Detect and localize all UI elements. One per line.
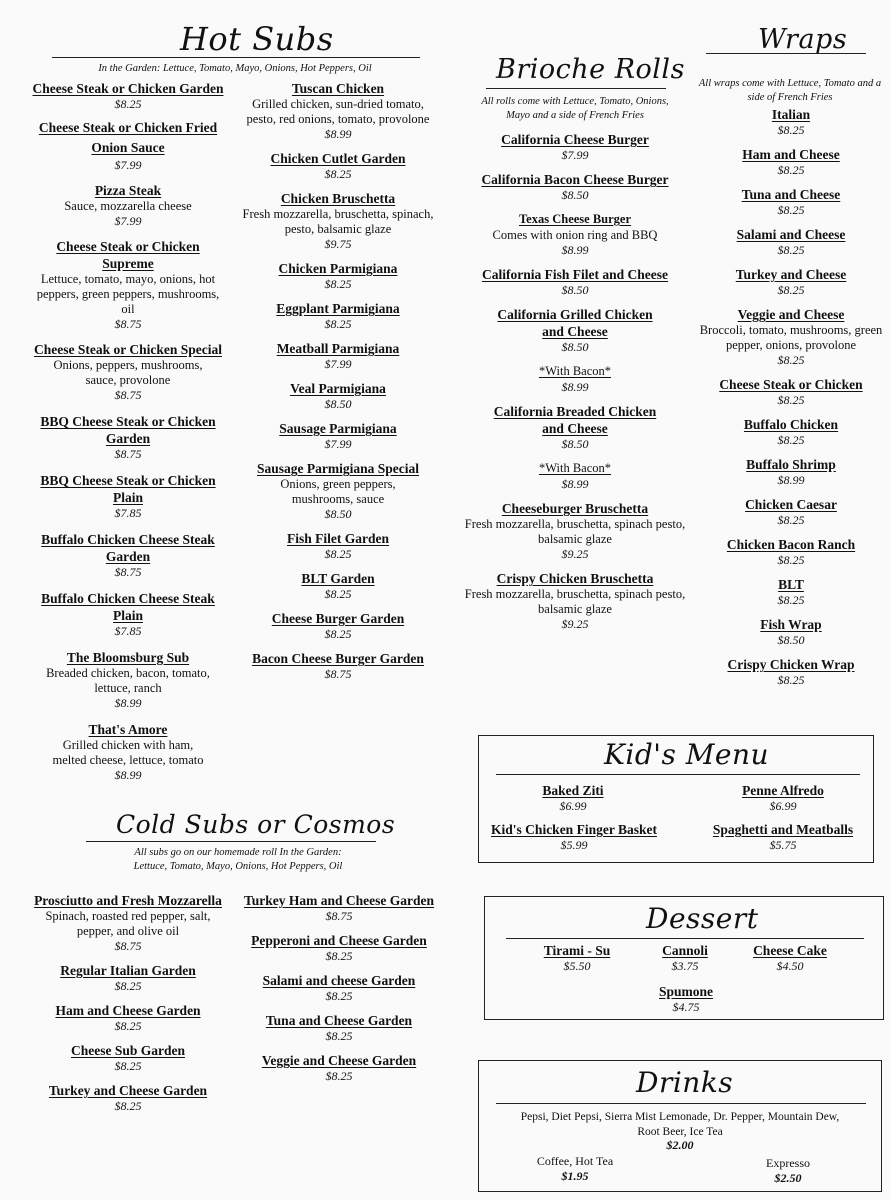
item-price: $9.25: [561, 547, 589, 561]
item-price: $9.25: [561, 617, 589, 631]
menu-item: [236, 892, 442, 924]
item-price: $8.99: [114, 768, 142, 782]
item-price: $8.25: [777, 593, 805, 607]
item-name: Tirami - Su: [543, 943, 611, 958]
item-price: $7.85: [114, 506, 142, 520]
menu-item: [240, 460, 436, 522]
item-name: *With Bacon*: [538, 461, 612, 475]
menu-item: [700, 456, 882, 488]
item-price: $8.25: [325, 949, 353, 963]
menu-item: [700, 226, 882, 258]
menu-item: [700, 656, 882, 688]
item-name: Buffalo Chicken: [743, 417, 839, 432]
item-desc: Comes with onion ring and BBQ: [492, 228, 658, 242]
item-name: Coffee, Hot Tea: [536, 1154, 614, 1168]
menu-item: [240, 420, 436, 452]
item-price: $7.85: [114, 624, 142, 638]
item-name: California Grilled Chicken and Cheese: [497, 307, 653, 339]
hot-subs-right-column: [240, 80, 436, 682]
item-price: $8.99: [777, 473, 805, 487]
item-name: Turkey and Cheese: [735, 267, 847, 282]
menu-item: [700, 186, 882, 218]
item-name: Pepperoni and Cheese Garden: [251, 933, 427, 948]
item-desc: Spinach, roasted red pepper, salt, pepper, and olive oil: [45, 909, 211, 938]
hot-subs-note: In the Garden: Lettuce, Tomato, Mayo, Onions, Hot Peppers, Oil: [98, 63, 372, 74]
item-name: Salami and cheese Garden: [262, 973, 416, 988]
menu-item: [700, 496, 882, 528]
item-name: Buffalo Shrimp: [746, 457, 836, 472]
item-name: Regular Italian Garden: [60, 963, 196, 978]
menu-item: [22, 118, 234, 173]
item-name: Chicken Parmigiana: [278, 261, 398, 276]
item-name: Penne Alfredo: [742, 783, 824, 798]
menu-item: [22, 80, 234, 112]
item-price: $2.50: [774, 1171, 802, 1185]
item-price: $9.75: [324, 237, 352, 251]
item-price: $8.25: [324, 277, 352, 291]
item-desc: Grilled chicken, sun-dried tomato, pesto, red onions, tomato, provolone: [246, 97, 430, 126]
menu-item: [700, 576, 882, 608]
item-name: Expresso: [766, 1156, 810, 1170]
item-name: Ham and Cheese: [742, 147, 840, 162]
item-name: Cannoli: [662, 943, 708, 958]
item-desc: Sauce, mozzarella cheese: [64, 199, 192, 213]
menu-item: [236, 932, 442, 964]
item-price: $8.25: [325, 989, 353, 1003]
item-price: $8.25: [324, 547, 352, 561]
item-price: $8.99: [114, 696, 142, 710]
kids-item-penne-alfredo: [700, 782, 866, 814]
menu-item: [240, 260, 436, 292]
item-price: $8.25: [114, 1099, 142, 1113]
item-name: Cheese Steak or Chicken Special: [34, 342, 222, 357]
item-name: That's Amore: [88, 722, 168, 737]
item-desc: Broccoli, tomato, mushrooms, green pepper, onions, provolone: [699, 323, 883, 352]
item-name: Fish Wrap: [760, 617, 822, 632]
item-name: Veggie and Cheese Garden: [261, 1053, 417, 1068]
item-price: $8.75: [114, 565, 142, 579]
item-price: $4.75: [672, 1000, 700, 1014]
menu-item: [240, 530, 436, 562]
brioche-rule: [486, 88, 666, 89]
item-name: Sausage Parmigiana: [279, 421, 397, 436]
item-name: Baked Ziti: [542, 783, 604, 798]
item-price: $8.99: [561, 243, 589, 257]
menu-item: [28, 892, 228, 954]
item-price: $5.75: [769, 838, 797, 852]
menu-item: [22, 590, 234, 639]
item-price: $8.50: [324, 507, 352, 521]
menu-item: [470, 131, 680, 163]
item-name: Cheese Sub Garden: [70, 1043, 185, 1058]
item-price: $8.25: [324, 167, 352, 181]
item-price: $8.25: [777, 393, 805, 407]
item-name: Sausage Parmigiana Special: [256, 461, 419, 476]
menu-item: [240, 150, 436, 182]
brioche-title: Brioche Rolls: [496, 54, 685, 85]
item-price: $8.25: [777, 203, 805, 217]
item-name: Cheese Steak or Chicken: [719, 377, 863, 392]
hot-subs-rule: [52, 57, 420, 58]
item-name: Fish Filet Garden: [287, 531, 389, 546]
item-price: $8.50: [561, 283, 589, 297]
item-price: $8.50: [561, 437, 589, 451]
item-price: $8.99: [561, 477, 589, 491]
item-name: Buffalo Chicken Cheese Steak Garden: [41, 532, 215, 564]
menu-item: [700, 376, 882, 408]
menu-item: [240, 650, 436, 682]
item-price: $6.99: [559, 799, 587, 813]
item-price: $5.50: [563, 959, 591, 973]
dessert-title: Dessert: [646, 902, 759, 935]
item-price: $8.50: [324, 397, 352, 411]
item-name: *With Bacon*: [538, 364, 612, 378]
menu-item: [700, 106, 882, 138]
item-price: $8.75: [114, 447, 142, 461]
item-price: $8.50: [561, 340, 589, 354]
item-desc: Onions, green peppers, mushrooms, sauce: [280, 477, 396, 506]
item-desc: Fresh mozzarella, bruschetta, spinach pesto, balsamic glaze: [464, 587, 686, 616]
item-desc: Grilled chicken with ham, melted cheese, lettuce, tomato: [52, 738, 204, 767]
dessert-rule: [506, 938, 864, 939]
item-name: Spaghetti and Meatballs: [712, 822, 854, 837]
item-price: $6.99: [769, 799, 797, 813]
brioche-note: All rolls come with Lettuce, Tomato, Onions, Mayo and a side of French Fries: [481, 96, 669, 121]
menu-item: [470, 403, 680, 452]
item-name: Chicken Caesar: [745, 497, 837, 512]
item-price: $8.25: [324, 587, 352, 601]
menu-item: [700, 146, 882, 178]
item-name: Italian: [771, 107, 811, 122]
item-price: $5.99: [560, 838, 588, 852]
item-name: Chicken Bacon Ranch: [726, 537, 856, 552]
menu-item: [236, 1052, 442, 1084]
item-price: $7.99: [114, 158, 142, 172]
item-price: $8.25: [777, 123, 805, 137]
item-price: $8.99: [561, 380, 589, 394]
drinks-title: Drinks: [636, 1066, 734, 1099]
hot-subs-title: Hot Subs: [180, 20, 334, 58]
item-name: BBQ Cheese Steak or Chicken Plain: [40, 473, 216, 505]
menu-item: [22, 649, 234, 711]
menu-item: [470, 363, 680, 395]
item-name: Buffalo Chicken Cheese Steak Plain: [41, 591, 215, 623]
cold-subs-note: All subs go on our homemade roll In the Garden: Lettuce, Tomato, Mayo, Onions, Hot Peppers, Oil: [133, 847, 343, 872]
item-name: Cheeseburger Bruschetta: [501, 501, 649, 516]
dessert-item-cheese-cake: [736, 942, 844, 974]
wraps-column: [700, 106, 882, 688]
item-name: Ham and Cheese Garden: [55, 1003, 201, 1018]
menu-item: [240, 300, 436, 332]
item-price: $7.99: [324, 437, 352, 451]
item-name: BLT Garden: [301, 571, 375, 586]
item-name: BLT: [778, 577, 804, 592]
menu-item: [28, 962, 228, 994]
item-price: $8.75: [114, 388, 142, 402]
menu-item: [700, 536, 882, 568]
kids-menu-rule: [496, 774, 860, 775]
item-price: $8.75: [325, 909, 353, 923]
item-price: $7.99: [114, 214, 142, 228]
menu-item: [470, 306, 680, 355]
cold-subs-title: Cold Subs or Cosmos: [116, 810, 396, 839]
kids-item-spaghetti: [700, 821, 866, 853]
item-price: $8.25: [325, 1029, 353, 1043]
menu-item: [236, 1012, 442, 1044]
item-name: California Fish Filet and Cheese: [482, 267, 668, 282]
cold-subs-rule: [86, 841, 376, 842]
item-price: $8.99: [324, 127, 352, 141]
hot-subs-left-column: [22, 80, 234, 783]
menu-item: [22, 238, 234, 332]
item-name: Crispy Chicken Wrap: [727, 657, 855, 672]
item-price: $8.50: [561, 188, 589, 202]
menu-item: [470, 266, 680, 298]
item-desc: Fresh mozzarella, bruschetta, spinach pesto, balsamic glaze: [464, 517, 686, 546]
menu-item: [470, 460, 680, 492]
item-name: Cheese Steak or Chicken Fried Onion Sauce: [38, 120, 218, 155]
menu-item: [22, 531, 234, 580]
menu-item: [240, 80, 436, 142]
item-price: $8.75: [324, 667, 352, 681]
item-name: Kid's Chicken Finger Basket: [491, 822, 657, 837]
item-name: Pizza Steak: [94, 183, 162, 198]
menu-item: [240, 340, 436, 372]
menu-item: [464, 570, 686, 632]
item-name: Eggplant Parmigiana: [276, 301, 400, 316]
drinks-line-1: Pepsi, Diet Pepsi, Sierra Mist Lemonade, Dr. Pepper, Mountain Dew,: [520, 1111, 840, 1123]
item-desc: Onions, peppers, mushrooms, sauce, provolone: [53, 358, 203, 387]
item-name: Veggie and Cheese: [737, 307, 845, 322]
drinks-coffee: [512, 1154, 638, 1184]
item-price: $8.25: [325, 1069, 353, 1083]
menu-item: [464, 500, 686, 562]
item-price: $8.25: [777, 553, 805, 567]
menu-item: [700, 266, 882, 298]
cold-subs-left-column: [28, 892, 228, 1114]
item-name: California Cheese Burger: [501, 132, 649, 147]
drinks-line-2: Root Beer, Ice Tea: [637, 1126, 723, 1138]
cold-subs-right-column: [236, 892, 442, 1084]
menu-item: [700, 616, 882, 648]
item-price: $8.25: [777, 163, 805, 177]
wraps-note: All wraps come with Lettuce, Tomato and a side of French Fries: [698, 78, 882, 103]
brioche-column: [464, 131, 686, 632]
item-desc: Breaded chicken, bacon, tomato, lettuce, ranch: [46, 666, 210, 695]
wraps-title: Wraps: [758, 24, 848, 55]
kids-menu-title: Kid's Menu: [604, 738, 770, 771]
menu-item: [240, 570, 436, 602]
item-price: $8.25: [324, 627, 352, 641]
menu-item: [22, 413, 234, 462]
item-desc: Fresh mozzarella, bruschetta, spinach, pesto, balsamic glaze: [242, 207, 434, 236]
drinks-soda-list: [484, 1110, 876, 1153]
menu-item: [470, 211, 680, 258]
item-name: Veal Parmigiana: [290, 381, 386, 396]
item-price: $8.25: [777, 353, 805, 367]
dessert-item-cannoli: [642, 942, 728, 974]
item-name: Meatball Parmigiana: [276, 341, 400, 356]
item-name: California Breaded Chicken and Cheese: [493, 404, 657, 436]
item-name: Chicken Cutlet Garden: [270, 151, 406, 166]
item-name: The Bloomsburg Sub: [66, 650, 190, 665]
wraps-rule: [706, 53, 866, 54]
menu-item: [240, 610, 436, 642]
item-name: Cheese Cake: [753, 943, 827, 958]
drinks-rule: [496, 1103, 866, 1104]
item-name: Turkey Ham and Cheese Garden: [243, 893, 434, 908]
menu-item: [28, 1002, 228, 1034]
menu-item: [240, 190, 436, 252]
menu-item: [236, 972, 442, 1004]
item-name: Spumone: [658, 984, 714, 999]
item-desc: Lettuce, tomato, mayo, onions, hot peppers, green peppers, mushrooms, oil: [36, 272, 220, 316]
menu-item: [22, 472, 234, 521]
item-price: $3.75: [671, 959, 699, 973]
menu-item: [22, 182, 234, 229]
item-price: $8.75: [114, 939, 142, 953]
item-price: $8.50: [777, 633, 805, 647]
item-price: $8.25: [777, 513, 805, 527]
dessert-item-tiramisu: [520, 942, 634, 974]
item-name: Bacon Cheese Burger Garden: [252, 651, 424, 666]
menu-item: [470, 171, 680, 203]
item-price: $8.75: [114, 317, 142, 331]
item-price: $1.95: [561, 1169, 589, 1183]
item-name: Turkey and Cheese Garden: [48, 1083, 208, 1098]
item-name: Tuna and Cheese: [741, 187, 841, 202]
item-price: $8.25: [777, 673, 805, 687]
menu-item: [700, 306, 882, 368]
item-name: Cheese Steak or Chicken Supreme: [56, 239, 200, 271]
menu-item: [28, 1042, 228, 1074]
item-price: $4.50: [776, 959, 804, 973]
menu-item: [240, 380, 436, 412]
item-name: Salami and Cheese: [736, 227, 846, 242]
soda-price: $2.00: [666, 1138, 694, 1152]
kids-item-chicken-finger: [484, 821, 664, 853]
item-name: Cheese Steak or Chicken Garden: [32, 81, 224, 96]
item-name: Cheese Burger Garden: [271, 611, 405, 626]
item-price: $8.25: [777, 283, 805, 297]
menu-item: [22, 341, 234, 403]
item-price: $8.25: [114, 1019, 142, 1033]
item-price: $8.25: [777, 243, 805, 257]
menu-item: [28, 1082, 228, 1114]
item-name: BBQ Cheese Steak or Chicken Garden: [40, 414, 216, 446]
menu-item: [22, 721, 234, 783]
drinks-expresso: [740, 1156, 836, 1186]
item-name: California Bacon Cheese Burger: [481, 172, 669, 187]
dessert-item-spumone: [636, 983, 736, 1015]
item-price: $8.25: [114, 97, 142, 111]
item-name: Tuna and Cheese Garden: [265, 1013, 413, 1028]
kids-item-baked-ziti: [498, 782, 648, 814]
item-name: Texas Cheese Burger: [518, 212, 632, 226]
item-price: $8.25: [777, 433, 805, 447]
menu-item: [700, 416, 882, 448]
item-name: Chicken Bruschetta: [280, 191, 396, 206]
item-price: $7.99: [324, 357, 352, 371]
item-price: $8.25: [114, 979, 142, 993]
item-price: $8.25: [114, 1059, 142, 1073]
item-price: $7.99: [561, 148, 589, 162]
item-price: $8.25: [324, 317, 352, 331]
item-name: Prosciutto and Fresh Mozzarella: [34, 893, 222, 908]
item-name: Tuscan Chicken: [291, 81, 385, 96]
item-name: Crispy Chicken Bruschetta: [496, 571, 654, 586]
